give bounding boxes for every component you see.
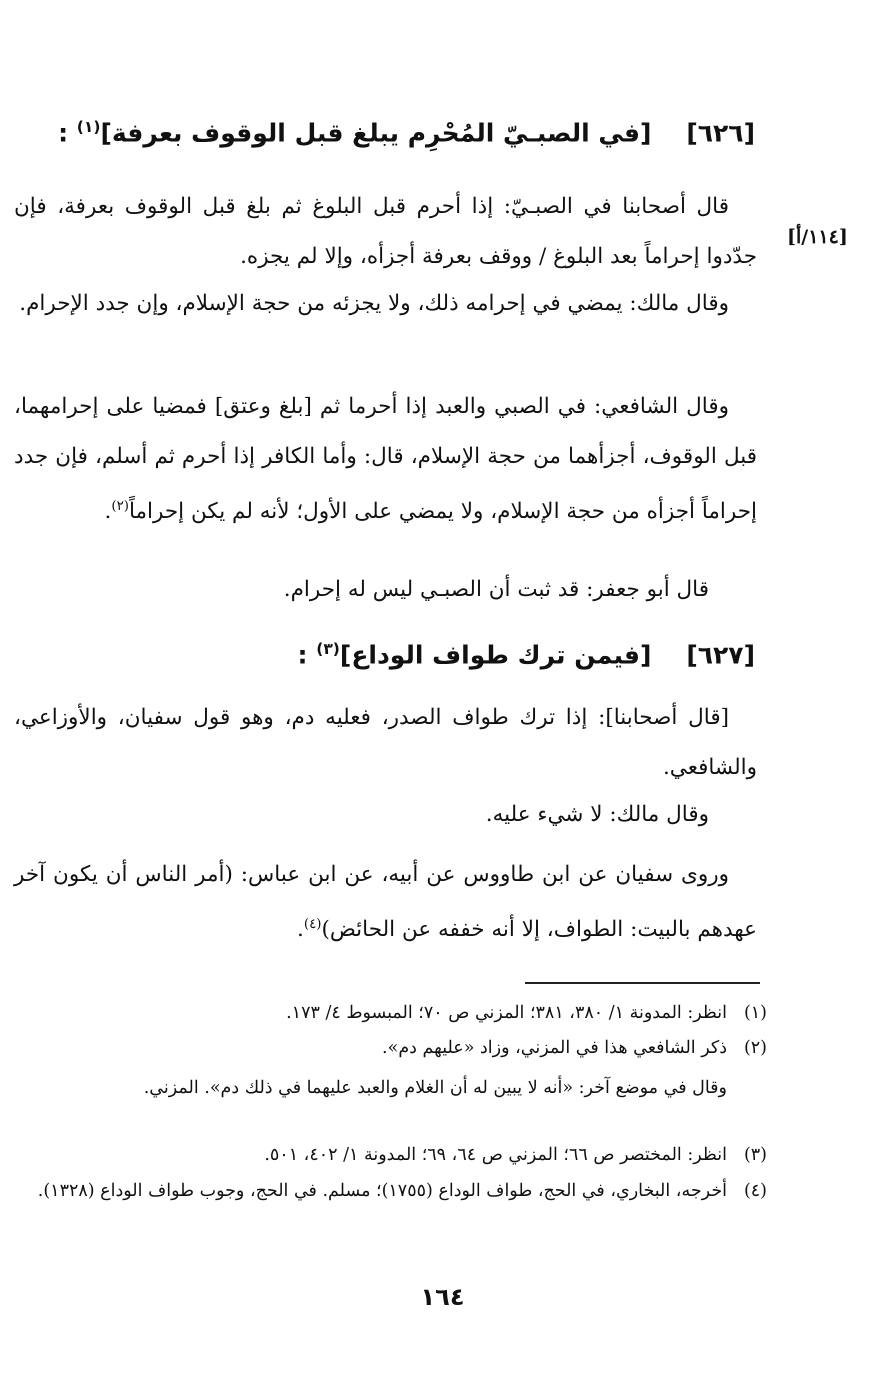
- footnote-ref: (١): [76, 118, 101, 136]
- paragraph: قال أصحابنا في الصبـيّ: إذا أحرم قبل البلوغ ثم بلغ قبل الوقوف بعرفة، فإن جدّدوا إحراماً بعد البلوغ / ووقف بعرفة أجزأه، وإلا لم يجزه.: [14, 194, 757, 269]
- paragraph: قال أبو جعفر: قد ثبت أن الصبـي ليس له إحرام.: [283, 577, 709, 602]
- footnote-text: انظر: المدونة ١/ ٣٨٠، ٣٨١؛ المزني ص ٧٠؛ المبسوط ٤/ ١٧٣.: [286, 1003, 727, 1023]
- footnote-text: وقال في موضع آخر: «أنه لا يبين له أن الغلام والعبد عليهما في ذلك دم». المزني.: [143, 1078, 727, 1098]
- footnote-text: انظر: المختصر ص ٦٦؛ المزني ص ٦٤، ٦٩؛ المدونة ١/ ٤٠٢، ٥٠١.: [264, 1145, 727, 1165]
- paragraph: وقال مالك: يمضي في إحرامه ذلك، ولا يجزئه من حجة الإسلام، وإن جدد الإحرام.: [19, 291, 729, 316]
- paragraph: وقال مالك: لا شيء عليه.: [485, 802, 709, 827]
- section-heading-626: [40, 118, 755, 147]
- paragraph-end: .: [104, 499, 112, 525]
- footnote-ref: (٤): [303, 917, 322, 932]
- paragraph-text: وروى سفيان عن ابن طاووس عن أبيه، عن ابن عباس: (أمر الناس أن يكون آخر عهدهم بالبيت: الطواف، إلا أنه خففه عن الحائض): [14, 862, 757, 943]
- section-number: [٦٢٦]: [686, 118, 755, 148]
- section-number: [٦٢٧]: [686, 640, 755, 670]
- page-number: ١٦٤: [420, 1283, 465, 1311]
- footnote: [20, 1175, 767, 1208]
- footnote-ref: (٣): [316, 640, 340, 658]
- footnote-separator: [525, 982, 760, 984]
- footnote: [20, 997, 767, 1030]
- footnote-ref: (٢): [111, 499, 129, 514]
- footnote: [20, 1032, 767, 1065]
- footnote-continuation: [20, 1072, 767, 1105]
- paragraph: [14, 850, 757, 955]
- footnote-number: (٣): [743, 1145, 767, 1165]
- footnote: [20, 1139, 767, 1172]
- section-title: [فيمن ترك طواف الوداع]: [339, 640, 652, 670]
- footnote-text: ذكر الشافعي هذا في المزني، وزاد «عليهم دم».: [382, 1038, 727, 1058]
- heading-colon: :: [58, 118, 69, 148]
- paragraph-end: .: [297, 917, 304, 943]
- section-title: [في الصبـيّ المُحْرِم يبلغ قبل الوقوف بعرفة]: [100, 118, 652, 148]
- footnote-text: أخرجه، البخاري، في الحج، طواف الوداع (١٧٥٥)؛ مسلم. في الحج، وجوب طواف الوداع (١٣٢٨).: [37, 1181, 727, 1201]
- margin-folio-note: [١١٤/أ]: [787, 226, 848, 248]
- paragraph-text: وقال الشافعي: في الصبي والعبد إذا أحرما ثم [بلغ وعتق] فمضيا على إحرامهما، قبل الوقوف، أجزأهما من حجة الإسلام، قال: وأما الكافر إذا أحرم ثم أسلم، فإن جدد إحراماً أجزأه من حجة الإسلام، ولا يمضي على الأول؛ لأنه لم يكن إحراماً: [14, 394, 757, 525]
- footnote-number: (٢): [743, 1038, 767, 1058]
- footnote-number: (١): [743, 1003, 767, 1023]
- paragraph: [14, 382, 757, 537]
- footnote-number: (٤): [743, 1181, 767, 1201]
- section-heading-627: [40, 640, 755, 669]
- paragraph: [قال أصحابنا]: إذا ترك طواف الصدر، فعليه دم، وهو قول سفيان، والأوزاعي، والشافعي.: [14, 705, 757, 780]
- heading-colon: :: [297, 640, 308, 670]
